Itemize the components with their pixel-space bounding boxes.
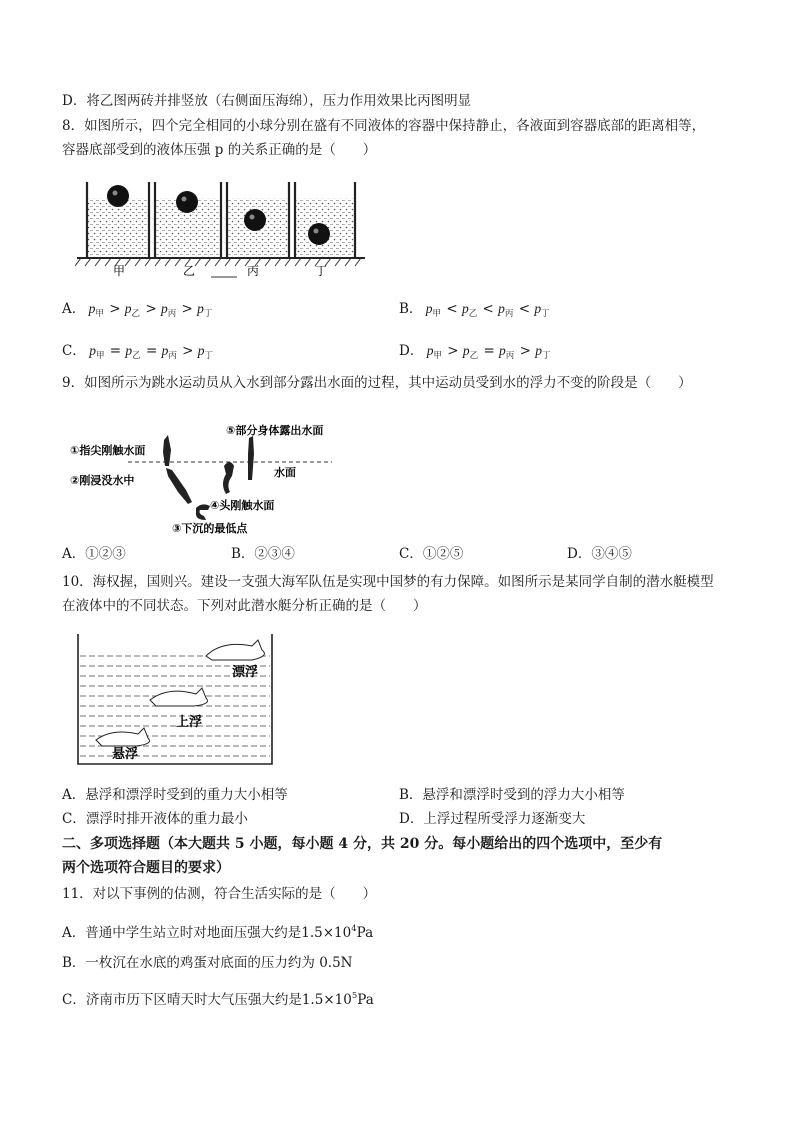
q8-stem-line1: 8．如图所示，四个完全相同的小球分别在盛有不同液体的容器中保持静止，各液面到容器底部的距离相等，: [62, 118, 706, 134]
q9-option-a[interactable]: A．①②③: [62, 546, 126, 562]
q8-label-jia: 甲: [113, 264, 126, 278]
q11-option-a[interactable]: A．普通中学生站立时对地面压强大约是$1.5\times 10^4Pa$: [62, 924, 374, 941]
q10-option-b[interactable]: B．悬浮和漂浮时受到的浮力大小相等: [399, 787, 625, 803]
q10-label-rise: 上浮: [176, 715, 203, 730]
section2-heading-line2: 两个选项符合题目的要求）: [62, 860, 230, 876]
q11-option-b[interactable]: B．一枚沉在水底的鸡蛋对底面的压力约为 0.5N: [62, 955, 353, 971]
q9-label-1: ①指尖刚触水面: [70, 444, 146, 457]
q10-submarine-figure: [72, 630, 282, 770]
q10-label-float: 漂浮: [232, 665, 259, 680]
q9-label-2: ②刚浸没水中: [70, 474, 135, 487]
q10-label-suspend: 悬浮: [112, 747, 139, 762]
q11-stem: 11．对以下事例的估测，符合生活实际的是（ ）: [62, 886, 377, 902]
q10-stem-line1: 10．海权握，国则兴。建设一支强大海军队伍是实现中国梦的有力保障。如图所示是某同学自制的潜水艇模型: [62, 574, 714, 590]
q10-option-a[interactable]: A．悬浮和漂浮时受到的重力大小相等: [62, 787, 288, 803]
q8-label-bing: 丙: [247, 264, 260, 278]
q9-option-c[interactable]: C．①②⑤: [399, 546, 464, 562]
q9-option-d[interactable]: D．③④⑤: [567, 546, 632, 562]
q9-label-5: ⑤部分身体露出水面: [226, 424, 324, 437]
q10-option-d[interactable]: D．上浮过程所受浮力逐渐变大: [399, 811, 586, 827]
q8-container-figure: [75, 178, 365, 278]
q8-option-c[interactable]: C． $p_甲 = p_乙 = p_丙 > p_丁$: [62, 343, 213, 360]
q9-label-water: 水面: [274, 466, 296, 479]
q10-option-c[interactable]: C．漂浮时排开液体的重力最小: [62, 811, 248, 827]
q8-option-b[interactable]: B． $p_甲 < p_乙 < p_丙 < p_丁$: [399, 301, 550, 318]
q8-label-ding: 丁: [315, 264, 328, 278]
q8-option-a[interactable]: A． $p_甲 > p_乙 > p_丙 > p_丁$: [62, 301, 213, 318]
q9-option-b[interactable]: B．②③④: [231, 546, 295, 562]
q8-stem-line2: 容器底部受到的液体压强 p 的关系正确的是（ ）: [62, 142, 377, 158]
q9-label-3: ③下沉的最低点: [172, 522, 248, 535]
section2-heading-line1: 二、多项选择题（本大题共 5 小题，每小题 4 分，共 20 分。每小题给出的四个选项中，至少有: [62, 836, 663, 852]
q9-label-4: ④头刚触水面: [210, 499, 275, 512]
q10-stem-line2: 在液体中的不同状态。下列对此潜水艇分析正确的是（ ）: [62, 598, 427, 614]
q9-stem: 9．如图所示为跳水运动员从入水到部分露出水面的过程，其中运动员受到水的浮力不变的阶段是（ ）: [62, 375, 692, 391]
q8-label-yi: 乙: [183, 264, 196, 278]
q11-option-c[interactable]: C．济南市历下区晴天时大气压强大约是$1.5\times 10^5Pa$: [62, 991, 374, 1008]
q8-option-d[interactable]: D． $p_甲 > p_乙 = p_丙 > p_丁$: [399, 343, 551, 360]
q7-option-d: D．将乙图两砖并排竖放（右侧面压海绵），压力作用效果比丙图明显: [62, 93, 472, 109]
q9-diver-figure: [68, 410, 348, 540]
